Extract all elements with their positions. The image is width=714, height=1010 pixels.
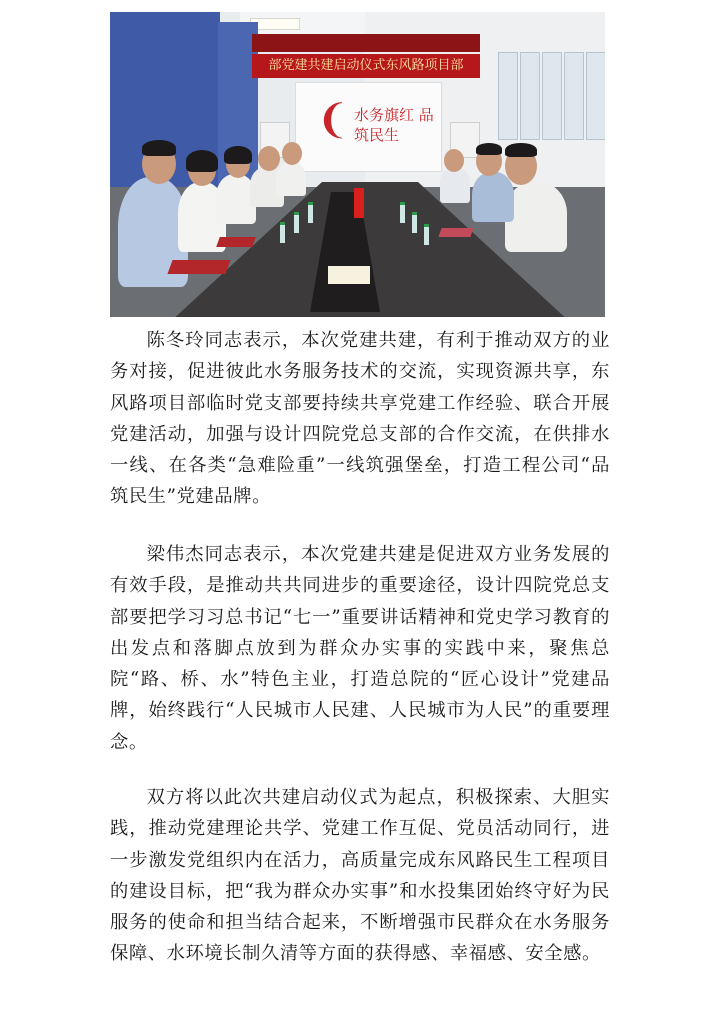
water-bottle (280, 222, 285, 243)
attendee-head (444, 149, 464, 172)
water-bottle (412, 212, 417, 233)
notice-board (542, 52, 562, 140)
projection-screen (295, 82, 442, 172)
attendee-hair (505, 143, 537, 157)
notice-board (564, 52, 584, 140)
meeting-photo (110, 12, 605, 317)
attendee-head (258, 146, 280, 171)
notice-board (520, 52, 540, 140)
red-folder (438, 228, 473, 237)
attendee (505, 182, 567, 252)
paragraph-3: 双方将以此次共建启动仪式为起点，积极探索、大胆实践，推动党建理论共学、党建工作互促、党员活动同行，进一步激发党组织内在活力，高质量完成东风路民生工程项目的建设目标，把“我为群众办实事”和水投集团始终守好为民服务的使命和担当结合起来，不断增强市民群众在水务服务保障、水环境长制久清等方面的获得感、幸福感、安全感。 (110, 787, 610, 965)
water-bottle (400, 202, 405, 223)
screen-slogan: 水务旗红 品筑民生 (354, 106, 434, 144)
attendee (276, 162, 306, 196)
tissue-box (328, 266, 370, 284)
attendee-hair (224, 146, 252, 164)
logo-icon: ❨ (316, 97, 350, 143)
banner-upper (252, 34, 480, 52)
water-bottle (308, 202, 313, 223)
paragraph-1: 陈冬玲同志表示，本次党建共建，有利于推动双方的业务对接，促进彼此水务服务技术的交流，实现资源共享，东风路项目部临时党支部要持续共享党建工作经验、联合开展党建活动，加强与设计四院党总支部的合作交流，在供排水一线、在各类“急难险重”一线筑强堡垒，打造工程公司“品筑民生”党建品牌。 (110, 330, 610, 508)
wall-boards (498, 52, 603, 142)
attendee-head (282, 142, 302, 165)
paragraph-2: 梁伟杰同志表示，本次党建共建是促进双方业务发展的有效手段，是推动共共同进步的重要途径，设计四院党总支部要把学习习总书记“七一”重要讲话精神和党史学习教育的出发点和落脚点放到为群众办实事的实践中来，聚焦总院“路、桥、水”特色主业，打造总院的“匠心设计”党建品牌，始终践行“人民城市人民建、人民城市为人民”的重要理念。 (110, 544, 610, 753)
red-banner: 部党建共建启动仪式东风路项目部 (252, 54, 480, 78)
notice-board (586, 52, 605, 140)
red-flag (354, 188, 364, 218)
attendee-hair (476, 143, 502, 155)
red-folder (167, 260, 230, 274)
attendee-hair (142, 140, 176, 156)
water-bottle (294, 212, 299, 233)
water-bottle (424, 224, 429, 245)
attendee (472, 172, 514, 222)
attendee-hair (186, 150, 218, 172)
attendee (440, 167, 470, 203)
notice-board (498, 52, 518, 140)
red-folder (216, 237, 256, 247)
